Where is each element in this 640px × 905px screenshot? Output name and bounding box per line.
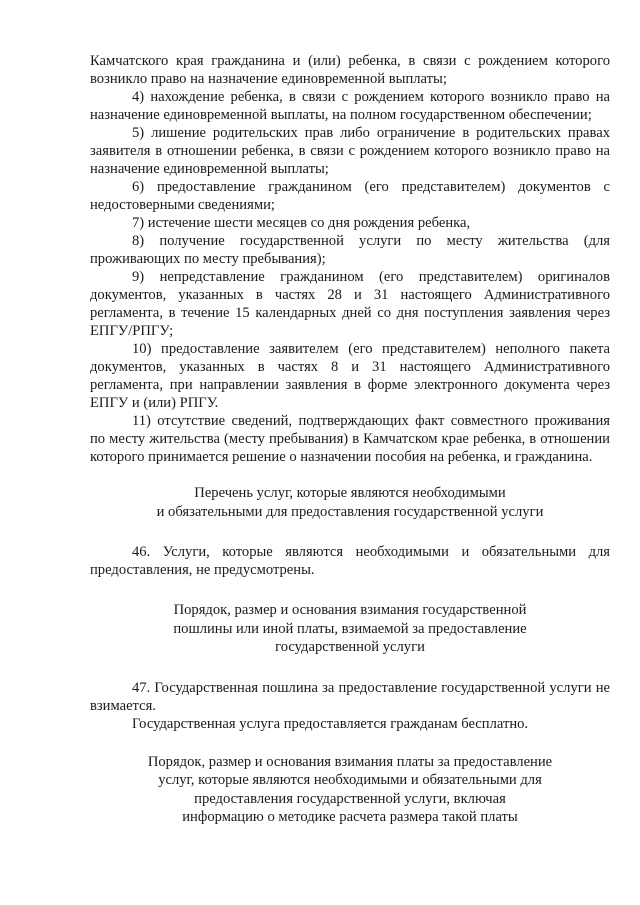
document-page	[90, 52, 610, 827]
paragraph-continuation: Камчатского края гражданина и (или) ребенка, в связи с рождением которого возникло право на назначение единовременной выплаты;	[90, 53, 610, 87]
heading-line: Перечень услуг, которые являются необходимыми	[194, 485, 506, 501]
heading-line: Порядок, размер и основания взимания государственной	[173, 602, 527, 618]
heading-line: государственной услуги	[275, 639, 425, 655]
section-heading-payment-procedure	[90, 753, 610, 827]
paragraph-item-11: 11) отсутствие сведений, подтверждающих факт совместного проживания по месту жительства (месту пребывания) в Камчатском крае ребенка, в отношении которого принимается решение о назначении пособия на ребенка, и гражданина.	[90, 413, 610, 465]
heading-line: и обязательными для предоставления государственной услуги	[156, 503, 544, 520]
heading-line: предоставления государственной услуги, включая	[194, 790, 506, 807]
paragraph-item-6: 6) предоставление гражданином (его представителем) документов с недостоверными сведениями;	[90, 179, 610, 213]
paragraph-item-4: 4) нахождение ребенка, в связи с рождением которого возникло право на назначение единовременной выплаты, на полном государственном обеспечении;	[90, 89, 610, 123]
section-heading-services-list	[90, 484, 610, 521]
paragraph-item-9: 9) непредставление гражданином (его представителем) оригиналов документов, указанных в частях 28 и 31 настоящего Административного регламента, в течение 15 календарных дней со дня поступления заявления через ЕПГУ/РПГУ;	[90, 269, 610, 339]
paragraph-item-8: 8) получение государственной услуги по месту жительства (для проживающих по месту пребывания);	[90, 233, 610, 267]
paragraph-46: 46. Услуги, которые являются необходимыми и обязательными для предоставления, не предусмотрены.	[90, 544, 610, 578]
paragraph-47: 47. Государственная пошлина за предоставление государственной услуги не взимается.	[90, 679, 610, 714]
heading-line: Порядок, размер и основания взимания платы за предоставление	[147, 753, 553, 770]
paragraph-item-7: 7) истечение шести месяцев со дня рождения ребенка,	[132, 215, 471, 231]
heading-line: услуг, которые являются необходимыми и обязательными для	[158, 772, 542, 788]
paragraph-item-10: 10) предоставление заявителем (его представителем) неполного пакета документов, указанных в частях 8 и 31 настоящего Административного регламента, при направлении заявления в форме электронного документа через ЕПГУ и (или) РПГУ.	[90, 341, 610, 411]
paragraph-47-free: Государственная услуга предоставляется гражданам бесплатно.	[132, 715, 529, 732]
section-heading-state-fee	[90, 601, 610, 657]
heading-line: пошлины или иной платы, взимаемой за предоставление	[173, 620, 527, 637]
paragraph-item-5: 5) лишение родительских прав либо ограничение в родительских правах заявителя в отношении ребенка, в связи с рождением которого возникло право на назначение единовременной выплаты;	[90, 125, 610, 177]
heading-line: информацию о методике расчета размера такой платы	[182, 809, 518, 825]
